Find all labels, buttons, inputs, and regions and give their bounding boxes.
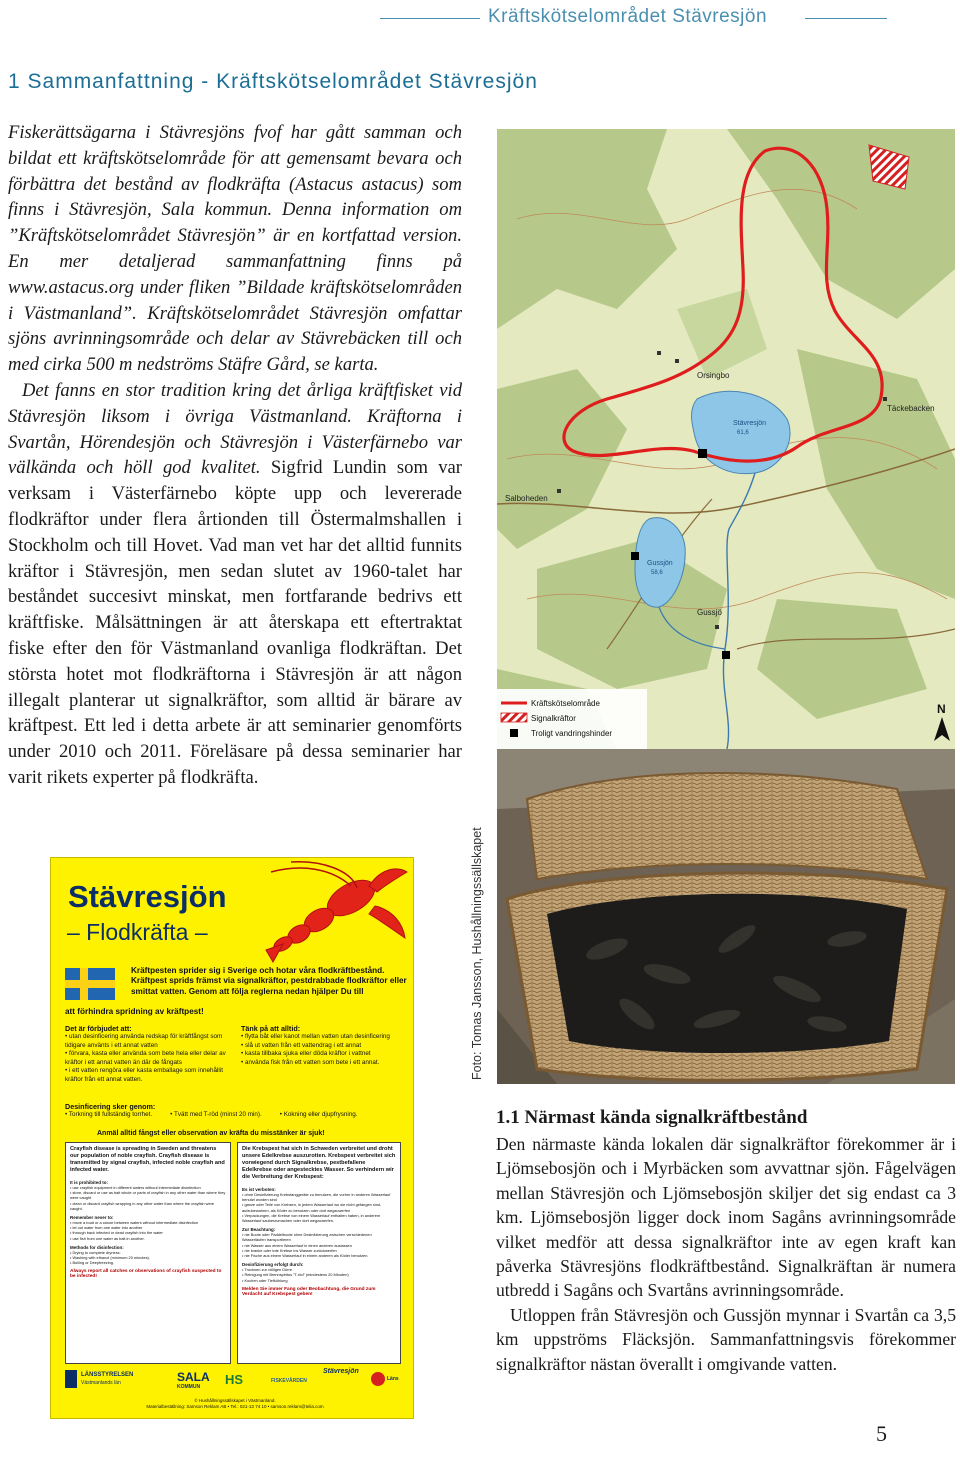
- poster-english-box: [65, 1142, 231, 1364]
- legend-label-2: Signalkräftor: [531, 714, 576, 723]
- caption-paragraph-1: Den närmaste kända lokalen där signalkräftor förekommer är i Ljömsebosjön och i Myrbäcken som avvattnar sjön. Fågelvägen mellan Stävresjön och Ljömsebosjön skiljer det sig endast ca 3 km. Ljömsebosjön ligger dock inom Sagåns avrinningsområde vilket medför att dessa signalkräftor inte av egen kraft kan påverka Stävresjöns flodkräftbestånd. Signalkräftan är numera utbredd i Sagåns och Svartåns avrinningsområde.: [496, 1134, 956, 1301]
- map-label-gussjo: Gussjö: [697, 608, 722, 617]
- poster-report: Anmäl alltid fångst eller observation av kräfta du misstänker är sjuk!: [97, 1130, 325, 1137]
- logo-sala-sub: KOMMUN: [177, 1384, 201, 1390]
- poster-en-remember-1: move a boat or a canoe between waters without intermediate disinfection: [72, 1220, 199, 1226]
- poster-de-method-2: Reinigung mit Brennspiritus ”T-röd” (mindestens 20 Minuten): [244, 1272, 349, 1278]
- poster-de-remember-2: nie Wasser aus einem Wasserlauf in einen anderen auslassen: [244, 1242, 352, 1248]
- map-label-gussjon-elev: 58,6: [651, 570, 663, 576]
- poster-de-remember-3: nie kranke oder tote Krebse ins Wasser zurückwerfen: [244, 1247, 337, 1253]
- poster-footer: [65, 1398, 405, 1410]
- poster-german-box: [237, 1142, 401, 1364]
- poster-remember-item-3: kasta tillbaka sjuka eller döda kräftor i vattnet: [244, 1050, 371, 1058]
- poster-logos: [65, 1368, 405, 1396]
- poster-en-item: • clean or discard crayfish wrapping in any other water than where the crayfish were caught.: [70, 1200, 215, 1211]
- poster-remember-head: Tänk på att alltid:: [241, 1024, 301, 1033]
- body-paragraph-2: [8, 378, 462, 791]
- poster-en-item: • use crayfish equipment in different waters without intermediate disinfection: [70, 1185, 201, 1190]
- poster-de-item: • Kochen oder Tiefkühlung: [242, 1277, 288, 1283]
- legend-black-square: [510, 729, 518, 737]
- crayfish-basket-photo: [497, 749, 955, 1084]
- poster-remember-item-1: flytta båt eller kanot mellan vatten utan desinficering: [244, 1033, 390, 1040]
- poster-de-remember-head: Zur Beachtung:: [242, 1227, 276, 1233]
- poster-en-methods-head: Methods for disinfection:: [70, 1244, 124, 1250]
- section-title: 1 Sammanfattning - Kräftskötselområdet Stävresjön: [8, 70, 538, 93]
- poster-en-report: Always report all catches or observations of crayfish suspected to be infected!: [70, 1269, 222, 1280]
- poster-en-method-3: Boiling or Deepfreezing.: [72, 1260, 114, 1266]
- poster-de-head: Die Krebspest hat sich in Schweden verbreitet und droht unsere Edelkrebse auszurotten. Krebspest verbreitet sich vorwiegend durch Signalkrebse, pestbefallene Edelkrebse oder angestecktes Wasser. So verhindern wir die Verbreitung der Krebspest:: [242, 1146, 396, 1180]
- poster-disinfect-row: [65, 1111, 405, 1118]
- caption-paragraph-2: Utloppen från Stävresjön och Gussjön mynnar i Svartån ca 3,5 km uppströms Fläcksjön. Sammanfattningsvis förekommer signalkräftor nästan överallt i omgivande vatten.: [496, 1304, 956, 1374]
- poster-de-report: Melden Sie immer Fang oder Beobachtung, die Grund zum Verdacht auf Krebspest geben!: [242, 1286, 376, 1297]
- poster-de-method-1: Trocknen zur völligen Dürre: [244, 1267, 293, 1273]
- logo-lansstyrelsen-sub: Västmanlands län: [81, 1380, 121, 1386]
- body-text: [8, 120, 462, 791]
- poster-forbidden-item-2: förvara, kasta eller använda som bete hela eller delar av kräftor i ett annat vatten än där de fångats: [65, 1050, 226, 1066]
- poster-disinfect-2: • Tvätt med T-röd (minst 20 min).: [170, 1111, 262, 1118]
- poster-title: Stävresjön: [68, 879, 227, 914]
- poster-de-prohibited-2: ganze oder Teile von Krebsen, in jedem Wasserlauf wo sie nicht gefangen sind, aufzubewahren, als Köder zu benutzen oder dort wegzuwerfen: [242, 1202, 382, 1213]
- poster-remember: [241, 1024, 406, 1067]
- header-rule-right: [805, 18, 887, 19]
- running-header: [380, 6, 960, 26]
- poster-de-methods-head: Desinfizierung erfolgt durch:: [242, 1262, 304, 1268]
- map-label-gussjon: Gussjön: [647, 560, 673, 567]
- logo-sala: SALA: [177, 1370, 210, 1384]
- poster-de-item: • nie Boote oder Paddelboote ohne Desinfizierung zwischen verschiedenen Wasserläufen transportieren: [242, 1232, 372, 1243]
- poster-en-prohibited-head: It is prohibited to:: [70, 1180, 108, 1185]
- crayfish-poster: [50, 857, 414, 1419]
- poster-en-method-1: Drying to complete dryness.: [72, 1249, 121, 1255]
- swedish-flag-icon: [65, 968, 115, 1000]
- poster-en-prohibited-2: store, discard or use as bait whole or parts of crayfish in any other water than where they were caught: [70, 1190, 226, 1201]
- poster-forbidden: [65, 1024, 233, 1085]
- poster-subtitle: – Flodkräfta –: [67, 919, 208, 945]
- poster-disinfect-3: • Kokning eller djupfrysning.: [279, 1111, 358, 1118]
- poster-forbidden-item: • utan desinficering använda redskap för kräftfångst som tidigare använts i ett annat vatten: [65, 1033, 223, 1049]
- poster-en-item: • through back infected or dead crayfish into the water: [70, 1230, 163, 1236]
- area-map: [497, 129, 955, 749]
- poster-de-item: • nie Fische aus einem Wasserlauf in einem anderen als Köder benutzen.: [242, 1253, 369, 1259]
- poster-forbidden-item: • förvara, kasta eller använda som bete hela eller delar av kräftor i ett annat vatten än där de fångats: [65, 1050, 226, 1066]
- logo-stavresjon: Stävresjön: [323, 1368, 359, 1375]
- poster-footer-line-1: © Hushållningssällskapet i Västmanland.: [194, 1398, 276, 1403]
- poster-de-item: • nie Wasser aus einem Wasserlauf in einen anderen auslassen: [242, 1242, 352, 1248]
- north-label: N: [937, 702, 946, 716]
- poster-en-prohibited-3: clean or discard crayfish wrapping in any other water than where the crayfish were caught.: [70, 1200, 215, 1211]
- crown-logo-icon: [65, 1370, 77, 1388]
- caption-title: 1.1 Närmast kända signalkräftbestånd: [496, 1107, 808, 1128]
- legend-label-1: Kräftskötselområde: [531, 699, 600, 708]
- map-label-stavresjon: Stävresjön: [733, 420, 767, 427]
- logo-hs: HS: [225, 1372, 244, 1387]
- poster-intro-end: att förhindra spridning av kräftpest!: [65, 1007, 204, 1016]
- poster-en-item: • let out water from one water into another: [70, 1225, 143, 1231]
- poster-remember-item-4: använda fisk från ett vatten som bete i ett annat.: [244, 1058, 380, 1066]
- poster-en-remember-head: Remember never to:: [70, 1215, 114, 1221]
- poster-forbidden-head: Det är förbjudet att:: [65, 1024, 132, 1033]
- photo-graphic: [497, 749, 955, 1084]
- caption-text: [496, 1132, 956, 1376]
- poster-remember-item-2: slå ut vatten från ett vattendrag i ett annat: [244, 1041, 362, 1049]
- poster-en-item: • Drying to complete dryness.: [70, 1249, 121, 1255]
- header-rule-left: [380, 18, 480, 19]
- running-title: Kräftskötselområdet Stävresjön: [488, 6, 768, 27]
- poster-en-item: • use fish from one water as bait in another.: [70, 1235, 145, 1241]
- poster-en-remember-2: let out water from one water into another: [72, 1225, 143, 1231]
- poster-en-head: Crayfish disease is spreading in Sweden and threatens our population of noble crayfish. Crayfish disease is transmitted by signal crayfish, infected noble crayfish and infected water.: [70, 1146, 225, 1173]
- page-number: 5: [876, 1421, 887, 1446]
- map-label-orsingbo: Orsingbo: [697, 371, 730, 380]
- poster-disinfect-1: • Torkning till fullständig torrhet.: [65, 1111, 153, 1118]
- poster-en-item: • Boiling or Deepfreezing.: [70, 1260, 114, 1266]
- poster-en-remember-3: through back infected or dead crayfish into the water: [72, 1230, 163, 1236]
- poster-en-item: • Washing with ethanol (minimum 20 minutes).: [70, 1255, 150, 1261]
- lans-logo-icon: [371, 1372, 385, 1386]
- poster-disinfect-2-text: Tvätt med T-röd (minst 20 min).: [174, 1111, 262, 1118]
- poster-en-method-2: Washing with ethanol (minimum 20 minutes).: [72, 1255, 150, 1261]
- poster-forbidden-item-1: utan desinficering använda redskap för kräftfångst som tidigare använts i ett annat vatten: [65, 1033, 223, 1049]
- poster-de-item: • Verpackungen, die Krebse von einem Wasserlauf enthalten haben, in anderem Wasserlauf sauberzumachen oder dort wegzuwerfen.: [242, 1212, 381, 1224]
- body-paragraph-2-italic: Det fanns en stor tradition kring det årliga kräftfisket vid Stävresjön liksom i övriga Västmanland. Kräftorna i Svartån, Hörendesjön och Stävresjön i Västerfärnebo var välkända och höll god kvalitet.: [8, 379, 462, 479]
- poster-disinfect-head: Desinficering sker genom:: [65, 1102, 156, 1111]
- map-label-tackebacken: Täckebacken: [887, 404, 935, 413]
- poster-footer-line-2: Materialbeställning: Samson Reklam AB • Tel.: 021-13 74 10 • samson.reklam@telia.com: [146, 1404, 324, 1409]
- poster-remember-item: • slå ut vatten från ett vattendrag i ett annat: [241, 1041, 362, 1049]
- poster-en-item: • move a boat or a canoe between waters without intermediate disinfection: [70, 1220, 199, 1226]
- poster-de-prohibited-1: ohne Desinfizierung Krebsfanggeräte zu benutzen, die vorher in anderen Wasserlauf benutzt worden sind: [242, 1192, 391, 1203]
- poster-disinfect-1-text: Torkning till fullständig torrhet.: [68, 1111, 153, 1118]
- poster-disinfect-3-text: Kokning eller djupfrysning.: [283, 1111, 358, 1118]
- poster-de-remember-4: nie Fische aus einem Wasserlauf in einem anderen als Köder benutzen.: [244, 1253, 369, 1259]
- poster-de-item: • Reinigung mit Brennspiritus ”T-röd” (mindestens 20 Minuten): [242, 1272, 349, 1278]
- poster-de-remember-1: nie Boote oder Paddelboote ohne Desinfizierung zwischen verschiedenen Wasserläufen transportieren: [242, 1232, 372, 1243]
- poster-remember-item: • använda fisk från ett vatten som bete i ett annat.: [241, 1058, 380, 1066]
- map-label-stavresjon-elev: 61,6: [737, 430, 749, 436]
- photo-credit: Foto: Tomas Jansson, Hushållningssällskapet: [470, 827, 484, 1080]
- map-label-salboheden: Salboheden: [505, 494, 548, 503]
- logo-fiskevarden: FISKEVÅRDEN: [271, 1378, 307, 1384]
- legend-hatch: [501, 713, 527, 722]
- poster-de-method-3: Kochen oder Tiefkühlung: [244, 1277, 288, 1283]
- poster-de-prohibited-3: Verpackungen, die Krebse von einem Wasserlauf enthalten haben, in anderem Wasserlauf sauberzumachen oder dort wegzuwerfen.: [242, 1212, 381, 1224]
- poster-en-item: • store, discard or use as bait whole or parts of crayfish in any other water than where they were caught: [70, 1190, 226, 1201]
- body-paragraph-1: Fiskerättsägarna i Stävresjöns fvof har gått samman och bildat ett kräftskötselområde för att gemensamt bevara och förbättra det bestånd av flodkräfta (Astacus astacus) som finns i Stävresjön, Sala kommun. Denna information om ”Kräftskötselområdet Stävresjön” är en kortfattad version. En mer detaljerad sammanfattning finns på www.astacus.org under fliken ”Bildade kräftskötselområden i Västmanland”. Kräftskötselområdet Stävresjön omfattar sjöns avrinningsområde och delar av Stävrebäcken till och med cirka 500 m nedströms Stäfre Gård, se karta.: [8, 122, 462, 376]
- legend-label-3: Troligt vandringshinder: [531, 729, 613, 738]
- poster-de-item: • ganze oder Teile von Krebsen, in jedem Wasserlauf wo sie nicht gefangen sind, aufzubewahren, als Köder zu benutzen oder dort wegzuwerfen: [242, 1202, 382, 1213]
- poster-remember-item: • kasta tillbaka sjuka eller döda kräftor i vattnet: [241, 1050, 371, 1058]
- poster-de-item: • ohne Desinfizierung Krebsfanggeräte zu benutzen, die vorher in anderen Wasserlauf benutzt worden sind: [242, 1192, 391, 1203]
- poster-en-remember-4: use fish from one water as bait in another.: [72, 1235, 145, 1241]
- logo-lans: Läns: [387, 1376, 399, 1382]
- poster-en-prohibited-1: use crayfish equipment in different waters without intermediate disinfection: [72, 1185, 201, 1190]
- poster-de-item: • nie kranke oder tote Krebse ins Wasser zurückwerfen: [242, 1247, 337, 1253]
- poster-de-item: • Trocknen zur völligen Dürre: [242, 1267, 293, 1273]
- poster-forbidden-item-3: i ett vatten rengöra eller kasta emballage som innehållit kräftor från ett annat vatten.: [65, 1067, 223, 1083]
- body-paragraph-2-roman: Sigfrid Lundin som var verksam i Västerfärnebo köpte upp och levererade flodkräftor under flera årtionden till Östermalmshallen i Stockholm och till Hovet. Vad man vet har det alltid funnits kräftor i Stävresjön, men sedan slutet av 1960-talet har beståndet succesivt minskat, men fortfarande bedrivs ett kräftfiske. Målsättningen är att återskapa ett eftertraktat fiske efter den för Västmanland ovanliga flodkräftan. Det största hotet mot flodkräftorna i Stävresjön är att någon illegalt planterar ut signalkräftor, som alltid är bärare av kräftpest. Ett led i detta arbete är att seminarier genomförts under 2010 och 2011. Föreläsare på dessa seminarier har varit rikets experter på flodkräfta.: [8, 457, 463, 788]
- logo-lansstyrelsen: LÄNSSTYRELSEN: [81, 1372, 134, 1378]
- poster-de-prohibited-head: Es ist verboten:: [242, 1187, 276, 1192]
- poster-forbidden-item: • i ett vatten rengöra eller kasta emballage som innehållit kräftor från ett annat vatten.: [65, 1067, 223, 1083]
- poster-disinfect: [65, 1102, 405, 1118]
- poster-remember-item: • flytta båt eller kanot mellan vatten utan desinficering: [241, 1033, 390, 1040]
- map-graphic: [497, 129, 955, 749]
- poster-intro: Kräftpesten sprider sig i Sverige och hotar våra flodkräftbestånd. Kräftpest sprids främst via signalkräftor, pestdrabbade flodkräftor eller smittat vatten. Genom att följa reglerna nedan hjälper Du till: [131, 966, 407, 996]
